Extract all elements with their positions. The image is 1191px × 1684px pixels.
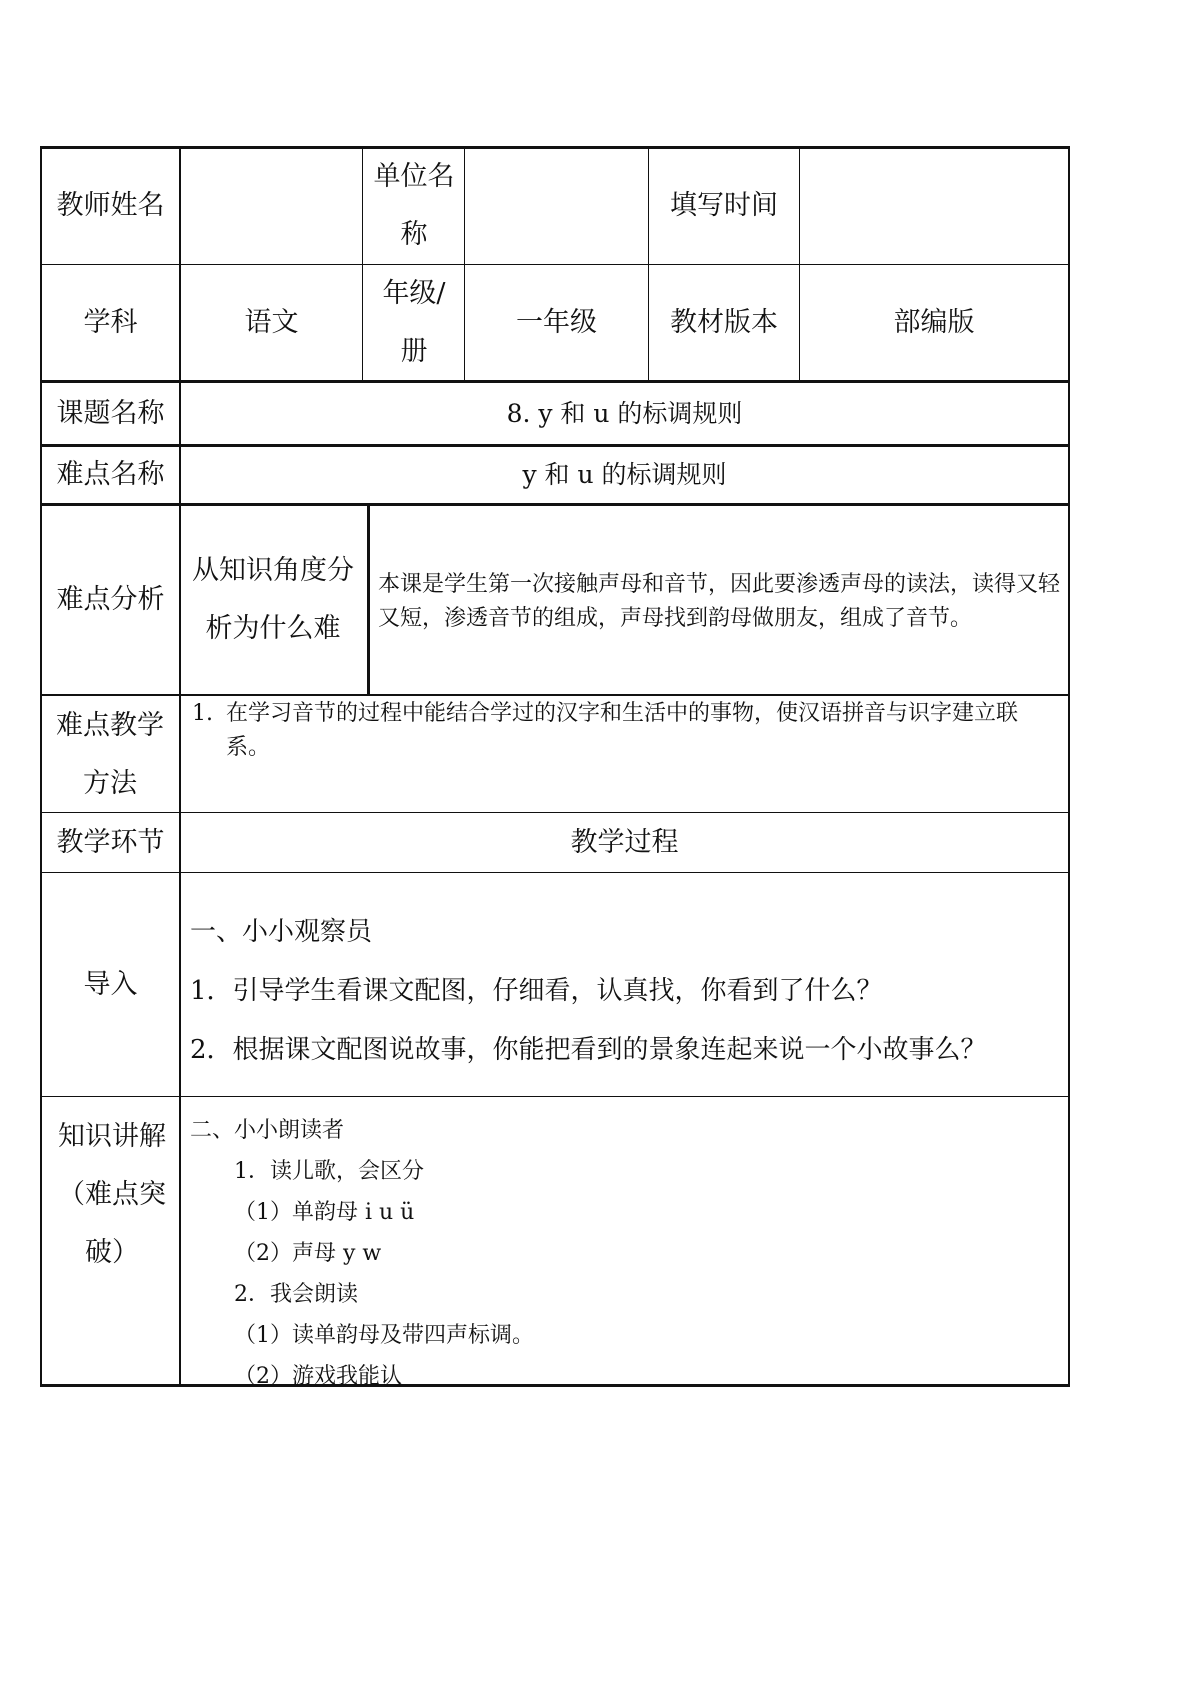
analysis-sub-label: 从知识角度分析为什么难	[192, 555, 354, 644]
knowledge-line: （2）声母 y w	[234, 1241, 382, 1266]
difficulty-value: y 和 u 的标调规则	[522, 460, 727, 489]
intro-line: 2．根据课文配图说故事，你能把看到的景象连起来说一个小故事么？	[190, 1035, 987, 1065]
table-border-bottom	[40, 1384, 1070, 1387]
col-divider	[362, 146, 363, 382]
intro-line: 1．引导学生看课文配图，仔细看，认真找，你看到了什么？	[190, 976, 883, 1006]
knowledge-line: 二、小小朗读者	[190, 1118, 345, 1143]
teacher-name-label: 教师姓名	[56, 190, 165, 221]
table-border-right	[1068, 146, 1070, 1386]
textbook-label: 教材版本	[670, 307, 778, 338]
teacher-name-value	[181, 148, 362, 264]
analysis-label: 难点分析	[56, 584, 165, 615]
subject-label: 学科	[83, 307, 138, 338]
knowledge-line: 1．读儿歌，会区分	[234, 1159, 424, 1184]
knowledge-line: 2．我会朗读	[234, 1282, 358, 1307]
row-divider	[40, 1096, 1070, 1097]
method-label: 难点教学方法	[56, 710, 164, 799]
fill-time-value	[800, 148, 1068, 264]
textbook-value: 部编版	[893, 307, 975, 338]
unit-name-label: 单位名称	[373, 161, 455, 250]
method-text: 在学习音节的过程中能结合学过的汉字和生活中的事物，使汉语拼音与识字建立联系。	[226, 701, 1019, 760]
col-divider	[367, 504, 370, 696]
knowledge-line: （2）游戏我能认	[234, 1364, 402, 1389]
stage-label: 教学环节	[56, 826, 165, 858]
intro-line: 一、小小观察员	[190, 917, 373, 947]
knowledge-label: 知识讲解（难点突破）	[58, 1121, 166, 1268]
intro-label: 导入	[83, 968, 138, 1000]
method-number: 1.	[192, 701, 213, 726]
fill-time-label: 填写时间	[670, 190, 778, 221]
grade-value: 一年级	[516, 307, 597, 338]
row-divider	[40, 872, 1070, 873]
knowledge-line: （1）单韵母 i u ü	[234, 1200, 415, 1225]
lesson-title-label: 课题名称	[56, 397, 165, 429]
unit-name-value	[465, 148, 648, 264]
difficulty-label: 难点名称	[56, 459, 165, 490]
process-label: 教学过程	[570, 826, 679, 858]
subject-value: 语文	[244, 307, 299, 338]
row-divider	[40, 694, 1070, 696]
grade-label: 年级/册	[382, 278, 446, 367]
knowledge-line: （1）读单韵母及带四声标调。	[234, 1323, 534, 1348]
lesson-title-value: 8. y 和 u 的标调规则	[506, 398, 743, 428]
analysis-text: 本课是学生第一次接触声母和音节，因此要渗透声母的读法，读得又轻又短，渗透音节的组成，声母找到韵母做朋友，组成了音节。	[378, 572, 1061, 631]
